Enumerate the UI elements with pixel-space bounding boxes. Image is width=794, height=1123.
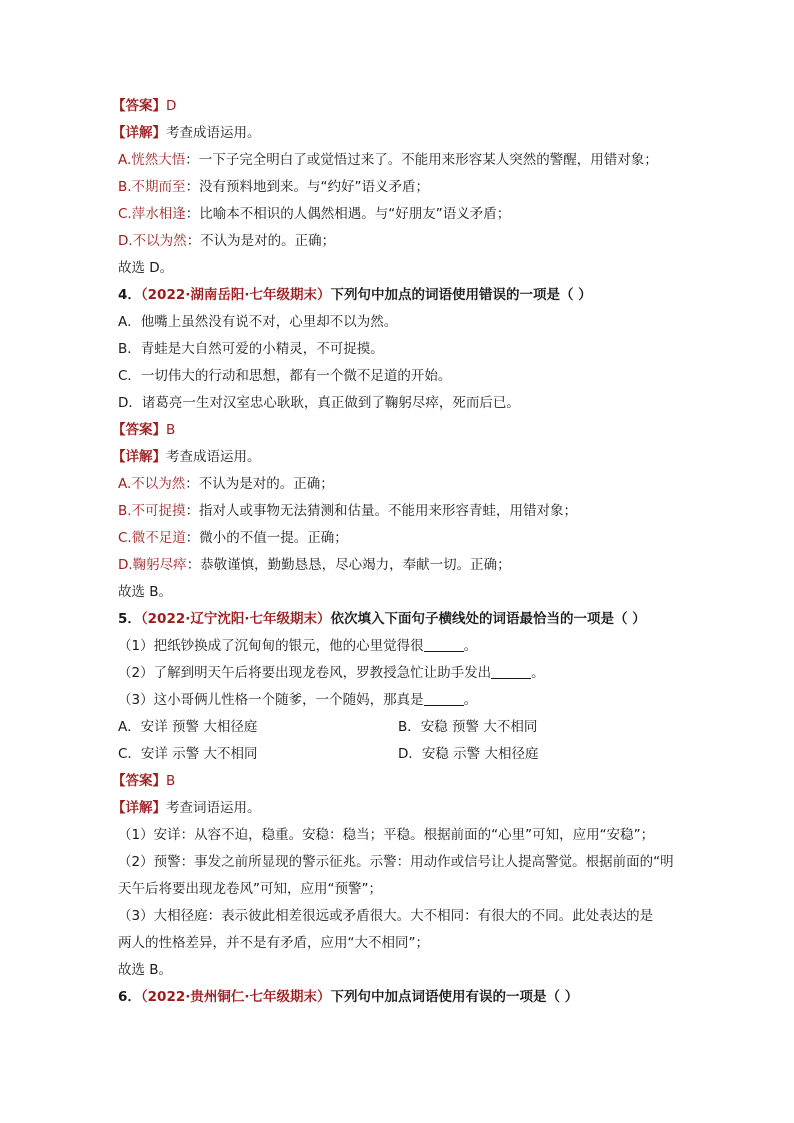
answer-tag: 【答案】: [112, 773, 166, 789]
item-text: ：不认为是对的。正确；: [185, 476, 334, 492]
answer-value: B: [166, 773, 176, 789]
detail-intro: 考查成语运用。: [166, 125, 261, 141]
q4-item-a: [118, 471, 690, 498]
item-label: D.不以为然: [118, 233, 187, 249]
item-text: ：恭敬谨慎，勤勤恳恳，尽心竭力，奉献一切。正确；: [186, 557, 511, 573]
sentence-end: 。: [531, 665, 545, 681]
q5-option-c: C．安详 示警 大不相同: [118, 746, 258, 762]
q3-item-b: [118, 174, 690, 201]
item-label: B.不期而至: [118, 179, 186, 195]
question-source: （2022·辽宁沈阳·七年级期末）: [140, 611, 331, 627]
fill-blank: [491, 664, 531, 679]
page-content: [112, 93, 690, 1011]
sentence-end: 。: [463, 692, 478, 708]
q3-item-a: [118, 147, 690, 174]
q5-explanation-3: （3）大相径庭：表示彼此相差很远或矛盾很大。大不相同：有很大的不同。此处表达的是: [118, 908, 654, 924]
q5-detail-line: [112, 795, 690, 822]
question-stem: 下列句中加点的词语使用错误的一项是（ ）: [330, 287, 592, 303]
q5-option-a: A．安详 预警 大相径庭: [118, 719, 258, 735]
fill-blank: [424, 637, 464, 652]
sentence-text: （3）这小哥俩儿性格一个随爹，一个随妈，那真是: [118, 692, 424, 708]
item-label: D.鞠躬尽瘁: [118, 557, 187, 573]
q4-conclusion: 故选 B。: [118, 584, 173, 600]
detail-intro: 考查词语运用。: [166, 800, 261, 816]
q5-options-row-2: [118, 741, 690, 768]
q4-item-d: [118, 552, 690, 579]
item-text: ：一下子完全明白了或觉悟过来了。不能用来形容某人突然的警醒，用错对象；: [185, 152, 658, 168]
item-label: A.不以为然: [118, 476, 186, 492]
question-number: 5．: [118, 611, 141, 627]
q3-item-c: [118, 201, 690, 228]
item-text: ：没有预料地到来。与“约好”语义矛盾；: [185, 179, 430, 195]
question-number: 6．: [118, 989, 141, 1005]
fill-blank: [424, 691, 464, 706]
q4-option-c: C．一切伟大的行动和思想，都有一个微不足道的开始。: [118, 368, 452, 384]
detail-intro: 考查成语运用。: [166, 449, 261, 465]
item-text: ：比喻本不相识的人偶然相遇。与“好朋友”语义矛盾；: [185, 206, 511, 222]
item-text: ：指对人或事物无法猜测和估量。不能用来形容青蛙，用错对象；: [185, 503, 578, 519]
q5-explanation-3-cont: 两人的性格差异，并不是有矛盾，应用“大不相同”；: [118, 935, 429, 951]
item-label: C.萍水相逢: [118, 206, 186, 222]
q4-option-d: D．诸葛亮一生对汉室忠心耿耿，真正做到了鞠躬尽瘁，死而后已。: [118, 395, 520, 411]
item-text: ：微小的不值一提。正确；: [185, 530, 348, 546]
q5-explanation-2-cont: 天午后将要出现龙卷风”可知，应用“预警”；: [118, 881, 382, 897]
sentence-end: 。: [463, 638, 478, 654]
item-label: C.微不足道: [118, 530, 186, 546]
q6-stem: [118, 984, 690, 1011]
q3-answer-line: [112, 93, 690, 120]
q4-stem: [118, 282, 690, 309]
q5-option-d: D．安稳 示警 大相径庭: [398, 746, 539, 762]
q5-stem: [118, 606, 690, 633]
q3-detail-line: [112, 120, 690, 147]
answer-tag: 【答案】: [112, 422, 166, 438]
q4-item-c: [118, 525, 690, 552]
question-number: 4．: [118, 287, 141, 303]
q5-conclusion: 故选 B。: [118, 962, 173, 978]
q5-option-b: B．安稳 预警 大不相同: [398, 719, 538, 735]
q4-item-b: [118, 498, 690, 525]
question-stem: 下列句中加点词语使用有误的一项是（ ）: [330, 989, 579, 1005]
detail-tag: 【详解】: [112, 800, 166, 816]
q5-answer-line: [112, 768, 690, 795]
question-source: （2022·湖南岳阳·七年级期末）: [140, 287, 331, 303]
q5-explanation-2: （2）预警：事发之前所显现的警示征兆。示警：用动作或信号让人提高警觉。根据前面的“明: [118, 854, 674, 870]
detail-tag: 【详解】: [112, 449, 166, 465]
q5-explanation-1: （1）安详：从容不迫，稳重。安稳：稳当；平稳。根据前面的“心里”可知，应用“安稳”；: [118, 827, 655, 843]
q4-detail-line: [112, 444, 690, 471]
sentence-text: （1）把纸钞换成了沉甸甸的银元，他的心里觉得很: [118, 638, 424, 654]
q5-sentence-3: [118, 687, 690, 714]
q5-sentence-2: [118, 660, 690, 687]
q4-option-a: A．他嘴上虽然没有说不对，心里却不以为然。: [118, 314, 398, 330]
item-label: A.恍然大悟: [118, 152, 186, 168]
answer-value: D: [166, 98, 177, 114]
q3-conclusion: 故选 D。: [118, 260, 174, 276]
question-source: （2022·贵州铜仁·七年级期末）: [140, 989, 331, 1005]
q5-options-row-1: [118, 714, 690, 741]
q4-option-b: B．青蛙是大自然可爱的小精灵，不可捉摸。: [118, 341, 384, 357]
q3-item-d: [118, 228, 690, 255]
item-text: ：不认为是对的。正确；: [186, 233, 336, 249]
q4-answer-line: [112, 417, 690, 444]
q5-sentence-1: [118, 633, 690, 660]
answer-value: B: [166, 422, 176, 438]
question-stem: 依次填入下面句子横线处的词语最恰当的一项是（ ）: [330, 611, 646, 627]
sentence-text: （2）了解到明天午后将要出现龙卷风，罗教授急忙让助手发出: [118, 665, 492, 681]
item-label: B.不可捉摸: [118, 503, 186, 519]
detail-tag: 【详解】: [112, 125, 166, 141]
answer-tag: 【答案】: [112, 98, 166, 114]
